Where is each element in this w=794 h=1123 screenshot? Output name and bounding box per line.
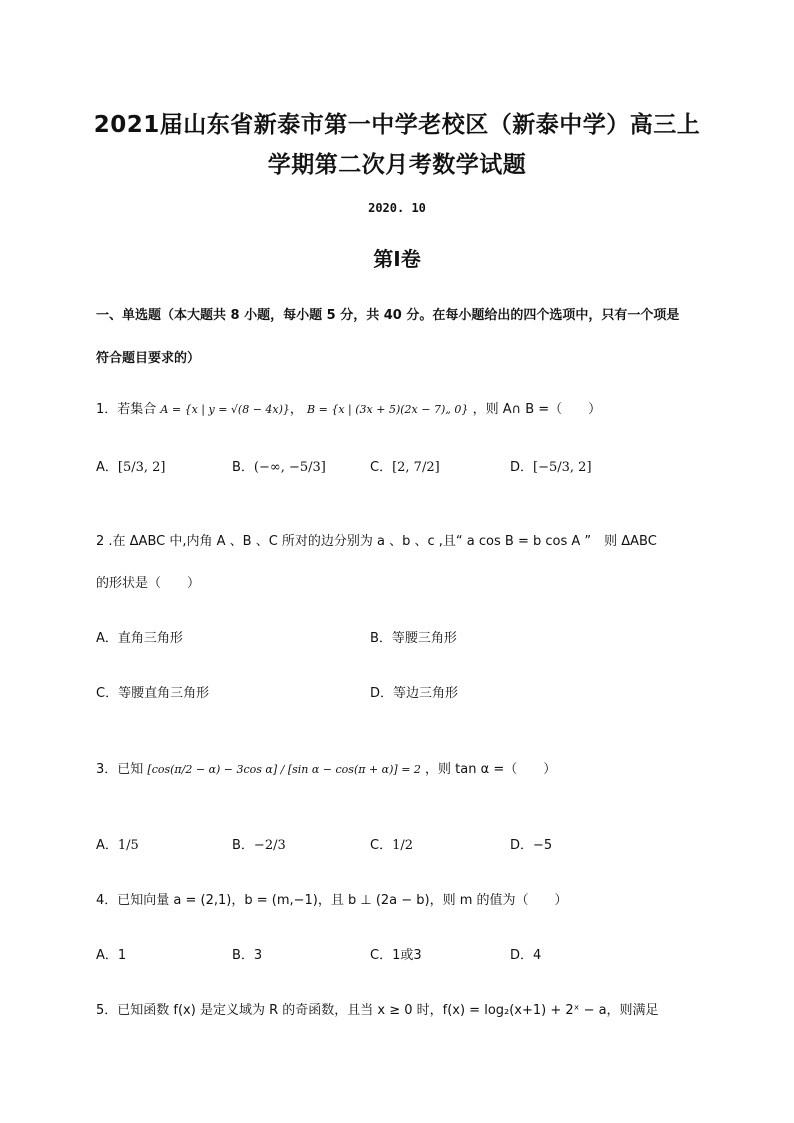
q1-tail: ，则 A∩ B =（ ） <box>472 402 602 417</box>
q1-option-c: C．[2, 7/2] <box>370 460 440 475</box>
q2-option-c: C．等腰直角三角形 <box>96 686 210 701</box>
q1-option-a: A．[5/3, 2] <box>96 460 166 475</box>
section-heading-line-1: 一、单选题（本大题共 8 小题，每小题 5 分，共 40 分。在每小题给出的四个选项中，只有一个项是 <box>96 308 680 323</box>
q1-option-b: B．(−∞, −5/3] <box>232 460 326 475</box>
question-1: 1．若集合 A = {x | y = √(8 − 4x)}， B = {x | (3x + 5)(2x − 7)„ 0} ，则 A∩ B =（ ） <box>96 402 602 417</box>
section-heading-line-2: 符合题目要求的） <box>96 351 201 366</box>
question-4: 4．已知向量 a = (2,1)，b = (m,−1)，且 b ⊥ (2a − b)，则 m 的值为（ ） <box>96 893 568 908</box>
q1-number: 1．若集合 <box>96 402 157 417</box>
question-5: 5．已知函数 f(x) 是定义域为 R 的奇函数，且当 x ≥ 0 时，f(x) = log₂(x+1) + 2ˣ − a，则满足 <box>96 1003 659 1018</box>
volume-heading: 第I卷 <box>373 247 421 271</box>
q1-option-a-value: [5/3, 2] <box>117 460 166 475</box>
q2-option-b: B．等腰三角形 <box>370 631 457 646</box>
q3-option-c-value: 1/2 <box>392 838 413 853</box>
question-2-line-1: 2 .在 ΔABC 中,内角 A 、B 、C 所对的边分别为 a 、b 、c ,且“ a cos B = b cos A ” 则 ΔABC <box>96 534 657 549</box>
q2-option-a: A．直角三角形 <box>96 631 183 646</box>
exam-title-line-1: 2021届山东省新泰市第一中学老校区（新泰中学）高三上 <box>93 112 701 138</box>
q3-option-a-value: 1/5 <box>117 838 139 853</box>
q3-option-b: B．−2/3 <box>232 838 286 853</box>
q4-option-b: B．3 <box>232 948 263 963</box>
q3-tail: ，则 tan α =（ ） <box>425 762 557 777</box>
exam-title-line-2: 学期第二次月考数学试题 <box>267 152 527 178</box>
question-2-line-2: 的形状是（ ） <box>96 576 201 591</box>
q1-option-d-value: [−5/3, 2] <box>533 460 592 475</box>
q2-option-d: D．等边三角形 <box>370 686 459 701</box>
q3-option-c: C．1/2 <box>370 838 413 853</box>
q3-option-b-value: −2/3 <box>253 838 286 853</box>
q1-set-b: B = {x | (3x + 5)(2x − 7)„ 0} <box>307 403 469 416</box>
q3-option-a: A．1/5 <box>96 838 139 853</box>
question-3 <box>96 758 556 777</box>
q1-option-c-value: [2, 7/2] <box>392 460 440 475</box>
q4-option-d: D．4 <box>510 948 542 963</box>
q3-expression: [cos(π/2 − α) − 3cos α] / [sin α − cos(π + α)] = 2 <box>147 763 421 776</box>
q3-option-d: D．−5 <box>510 838 553 853</box>
q4-option-c: C．1或3 <box>370 948 422 963</box>
q4-option-a: A．1 <box>96 948 127 963</box>
q3-number: 3．已知 <box>96 762 144 777</box>
q1-option-d: D．[−5/3, 2] <box>510 460 592 475</box>
exam-date: 2020. 10 <box>368 201 426 215</box>
q1-set-a: A = {x | y = √(8 − 4x)} <box>160 403 290 416</box>
q1-option-b-value: (−∞, −5/3] <box>253 460 326 475</box>
